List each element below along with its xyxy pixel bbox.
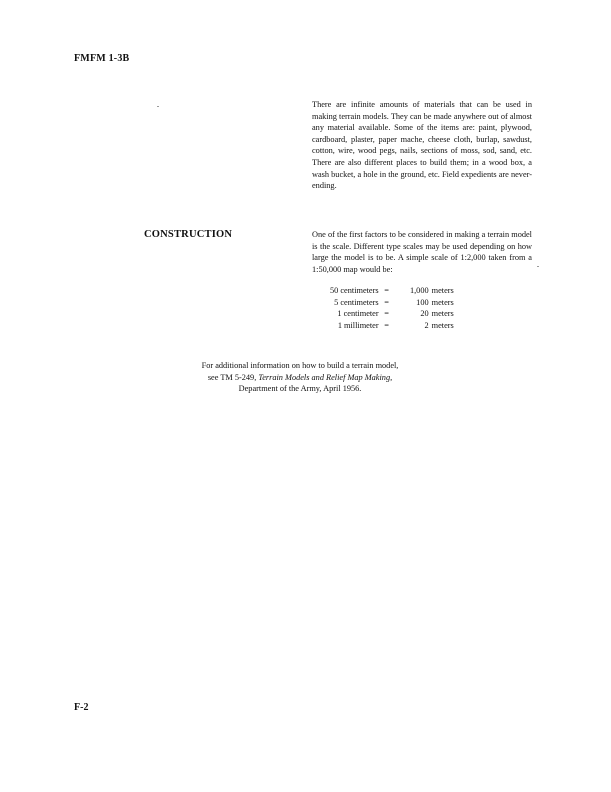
scale-ground-distance: 2 (424, 320, 429, 330)
scale-unit: meters (431, 309, 454, 319)
scale-row (330, 297, 454, 309)
scale-unit: meters (431, 320, 454, 330)
scale-ground-distance: 20 (420, 309, 429, 319)
scale-equals: = (384, 309, 389, 319)
reference-note (150, 360, 450, 395)
construction-paragraph: One of the first factors to be considered in making a terrain model is the scale. Different type scales may be used depending on how large the model is to be. A simple scale of 1:2,000 taken from a 1:50,000 map would be: (312, 230, 532, 274)
section-heading-construction: CONSTRUCTION (144, 229, 233, 240)
scale-unit: meters (431, 297, 454, 307)
scale-row (330, 308, 454, 320)
reference-line: For additional information on how to build a terrain model, (201, 361, 399, 370)
reference-prefix: see TM 5-249, (207, 372, 257, 382)
scan-speck (157, 106, 159, 107)
scale-model-size: 50 centimeters (330, 286, 379, 295)
scale-equals: = (384, 320, 389, 330)
scale-table (330, 285, 454, 331)
scale-model-size: 1 centimeter (337, 309, 379, 319)
reference-line: Department of the Army, April 1956. (238, 384, 362, 394)
document-id: FMFM 1-3B (74, 53, 130, 64)
intro-paragraph: There are infinite amounts of materials that can be used in making terrain models. They can be made anywhere out of almost any material available. Some of the items are: paint, plywood, cardboard, plaster, paper mache, cheese cloth, burlap, sawdust, cotton, wire, wood pegs, nails, sections of moss, sod, sand, etc. There are also different places to build them; in a wood box, a wash bucket, a hole in the ground, etc. Field expedients are never-ending. (312, 100, 532, 191)
page-number: F-2 (74, 702, 89, 713)
scale-unit: meters (431, 286, 454, 295)
scan-speck (537, 266, 539, 267)
scale-model-size: 5 centimeters (334, 297, 379, 307)
publication-title: Terrain Models and Relief Map Making, (258, 372, 393, 382)
scale-model-size: 1 millimeter (337, 320, 379, 330)
scale-row (330, 320, 454, 332)
scale-equals: = (384, 286, 389, 295)
reference-line (150, 372, 450, 384)
scale-ground-distance: 1,000 (409, 286, 429, 295)
scale-equals: = (384, 297, 389, 307)
scale-row (330, 285, 454, 297)
scale-ground-distance: 100 (416, 297, 429, 307)
